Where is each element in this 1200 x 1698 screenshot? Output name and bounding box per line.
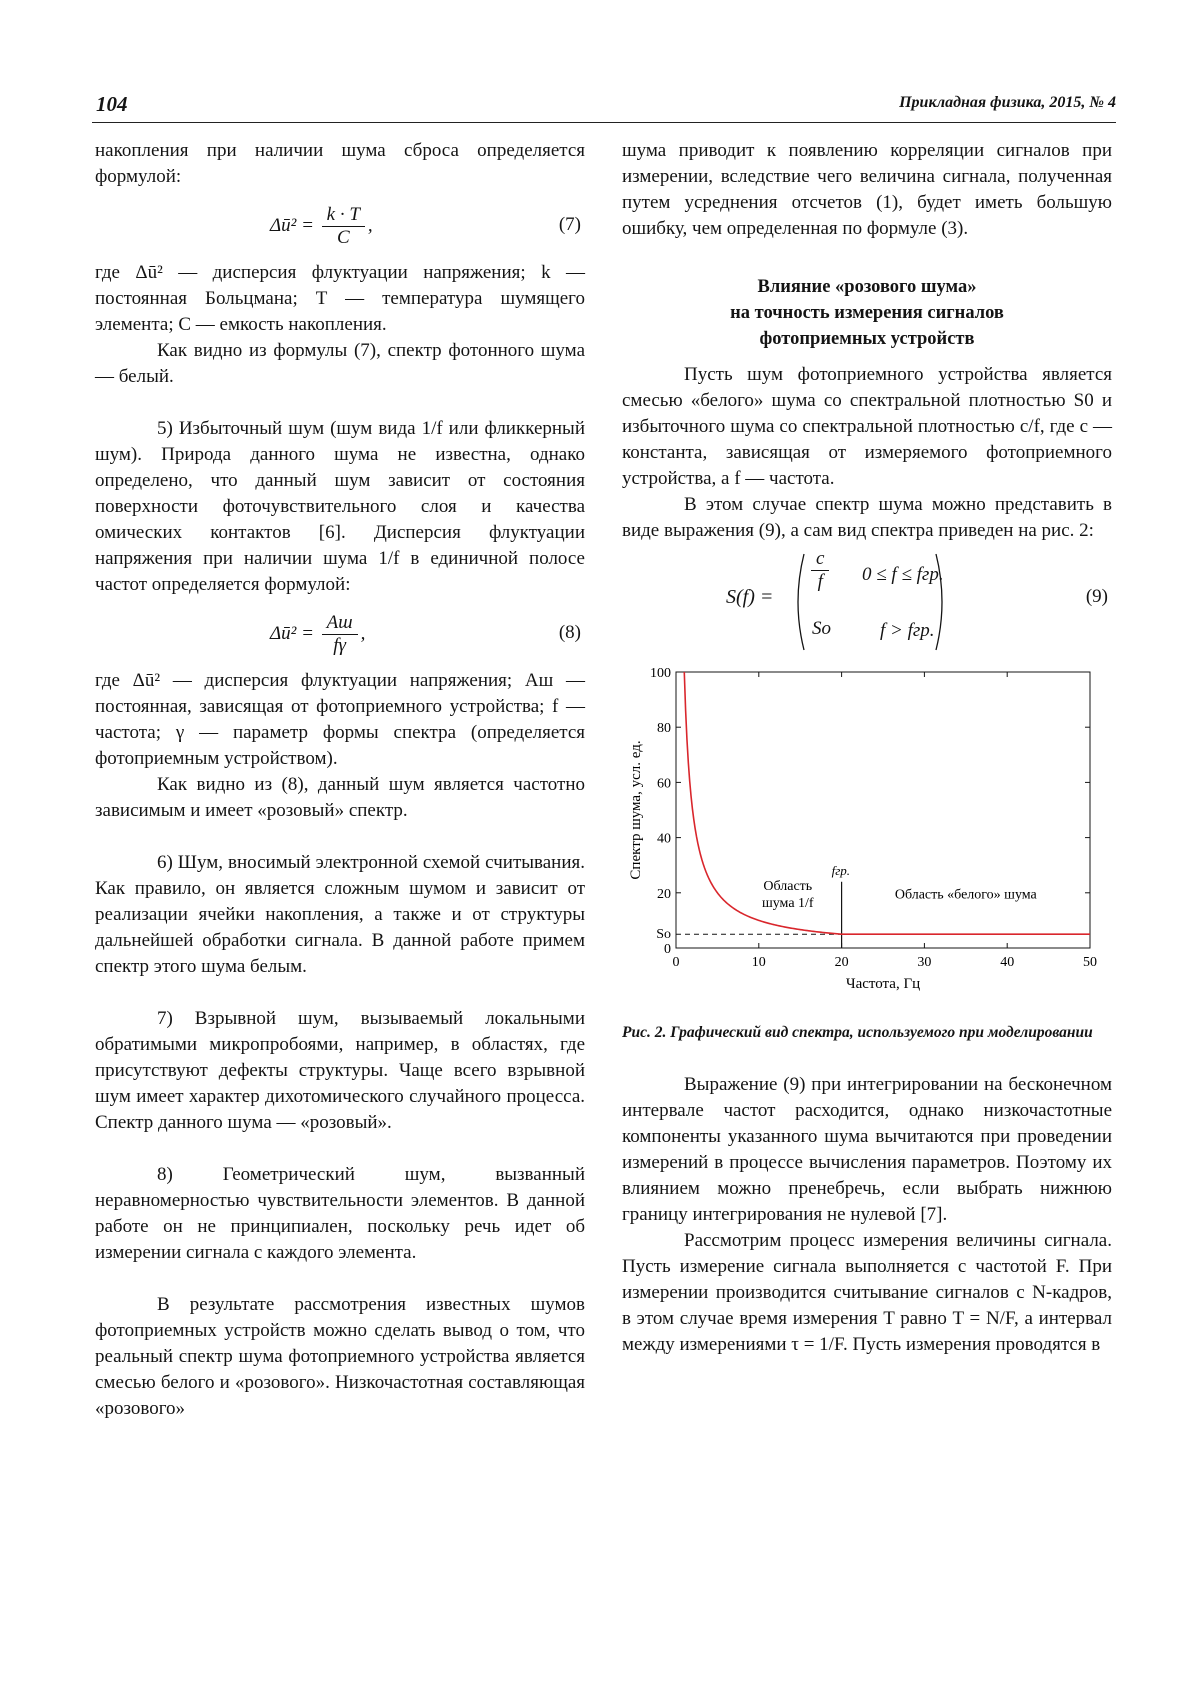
y-tick-label: 0	[664, 942, 671, 957]
left-column	[95, 138, 585, 1422]
formula-case1-condition: 0 ≤ f ≤ fгр.	[862, 564, 944, 585]
formula-trail: ,	[360, 622, 366, 644]
formula-number: (7)	[558, 214, 581, 235]
x-tick-label: 20	[834, 955, 849, 970]
paragraph: 8) Геометрический шум, вызванный неравномерностью чувствительности элементов. В данной работе он не принципиален, поскольку речь идет об измерении сигнала с каждого элемента.	[95, 1164, 585, 1263]
paragraph: 7) Взрывной шум, вызываемый локальными обратимыми микропробоями, например, в областях, где присутствуют дефекты структуры. Чаще всего взрывной шум имеет характер дихотомического случайного процесса. Спектр данного шума — «розовый».	[95, 1008, 585, 1133]
section-title-line: на точность измерения сигналов	[730, 303, 1004, 323]
paragraph: 6) Шум, вносимый электронной схемой считывания. Как правило, он является сложным шумом и зависит от реализации ячейки накопления, а также и от структуры дальнейшей обработки сигнала. В данной работе примем спектр этого шума белым.	[95, 852, 585, 977]
boundary-label: fгр.	[831, 863, 851, 878]
figure-caption: Рис. 2. Графический вид спектра, используемого при моделировании	[622, 1024, 1093, 1041]
formula-trail: ,	[367, 214, 373, 236]
formula-lhs: S(f) =	[726, 586, 774, 608]
annotation-pink-region-line2: шума 1/f	[761, 896, 814, 912]
y-tick-label: 20	[657, 886, 671, 902]
formula-lhs: Δū² =	[270, 214, 314, 236]
paragraph: где Δū² — дисперсия флуктуации напряжения; Aш — постоянная, зависящая от фотоприемного устройства; f — частота; γ — параметр формы спектра (определяется фотоприемным устройством).	[95, 670, 585, 769]
spectrum-chart	[622, 662, 1112, 1022]
paragraph: Рассмотрим процесс измерения величины сигнала. Пусть измерение сигнала выполняется с частотой F. При измерении производится считывание сигналов с N-кадров, в этом случае время измерения T равно T = N/F, а интервал между измерениями τ = 1/F. Пусть измерения проводятся в	[622, 1230, 1112, 1355]
fraction-denominator: fγ	[333, 635, 347, 656]
formula-number: (9)	[1085, 586, 1108, 607]
x-tick-label: 10	[751, 955, 766, 970]
formula-expression	[270, 204, 373, 249]
fraction	[322, 204, 365, 249]
formula-case2-value: So	[812, 618, 831, 639]
formula-case2-condition: f > fгр.	[880, 620, 935, 641]
right-column	[622, 138, 1112, 1358]
x-tick-label: 50	[1083, 955, 1097, 970]
paragraph: В результате рассмотрения известных шумов фотоприемных устройств можно сделать вывод о том, что реальный спектр шума фотоприемного устройства является смесью белого и «розового». Низкочастотная составляющая «розового»	[95, 1294, 585, 1419]
paragraph: 5) Избыточный шум (шум вида 1/f или фликкерный шум). Природа данного шума не известна, однако определено, что данный шум зависит от состояния поверхности фоточувствительного слоя и качества омических контактов [6]. Дисперсия флуктуации напряжения при наличии шума 1/f в единичной полосе частот определяется формулой:	[95, 418, 585, 595]
so-label: So	[656, 927, 671, 943]
paragraph: накопления при наличии шума сброса определяется формулой:	[95, 140, 585, 187]
x-axis-label: Частота, Гц	[845, 976, 921, 992]
fraction	[322, 612, 358, 657]
x-tick-label: 0	[672, 955, 680, 970]
page-number: 104	[96, 92, 128, 116]
figure-2	[622, 662, 1112, 1072]
formula-number: (8)	[558, 622, 581, 643]
x-tick-label: 40	[1000, 955, 1015, 970]
paragraph: Как видно из формулы (7), спектр фотонного шума — белый.	[95, 340, 585, 387]
annotation-pink-region: Область	[763, 879, 813, 895]
formula-lhs: Δū² =	[270, 622, 314, 644]
fraction-denominator: f	[817, 571, 823, 592]
fraction-denominator: C	[336, 227, 350, 248]
paragraph: Пусть шум фотоприемного устройства является смесью «белого» шума со спектральной плотностью S0 и избыточного шума со спектральной плотностью c/f, где с — константа, зависящая от измеряемого фотоприемного устройства, а f — частота.	[622, 364, 1112, 489]
fraction-numerator: c	[811, 548, 829, 571]
x-tick-label: 30	[917, 955, 932, 970]
y-tick-label: 100	[650, 666, 671, 681]
page-header	[92, 88, 1116, 123]
formula-9	[622, 546, 1112, 656]
paragraph: шума приводит к появлению корреляции сигналов при измерении, вследствие чего величина сигнала, полученная путем усреднения отсчетов (1), будет иметь большую ошибку, чем определенная по формуле (3).	[622, 140, 1112, 239]
section-title-line: фотоприемных устройств	[759, 329, 975, 349]
formula-case1	[808, 548, 832, 593]
annotation-white-region: Область «белого» шума	[894, 887, 1037, 903]
y-axis-label: Спектр шума, усл. ед.	[628, 740, 644, 880]
paragraph: В этом случае спектр шума можно представить в виде выражения (9), а сам вид спектра приведен на рис. 2:	[622, 494, 1112, 541]
section-title-line: Влияние «розового шума»	[757, 277, 977, 297]
paragraph: где Δū² — дисперсия флуктуации напряжения; k — постоянная Больцмана; T — температура шумящего элемента; C — емкость накопления.	[95, 262, 585, 335]
formula-expression	[270, 612, 365, 657]
plot-frame	[676, 672, 1090, 948]
fraction-numerator: Aш	[322, 612, 358, 635]
fraction-numerator: k · T	[322, 204, 365, 227]
journal-title: Прикладная физика, 2015, № 4	[899, 94, 1116, 111]
y-axis-ticks	[650, 666, 1090, 957]
paragraph: Выражение (9) при интегрировании на бесконечном интервале частот расходится, однако низкочастотные компоненты указанного шума вычитаются при проведении измерений в процессе вычисления параметров. Поэтому их влиянием можно пренебречь, если выбрать нижнюю границу интегрирования не нулевой [7].	[622, 1074, 1112, 1225]
fraction	[811, 548, 829, 593]
formula-8	[95, 602, 585, 664]
formula-7	[95, 194, 585, 256]
x-axis-ticks	[673, 672, 1098, 970]
paragraph: Как видно из (8), данный шум является частотно зависимым и имеет «розовый» спектр.	[95, 774, 585, 821]
y-tick-label: 60	[657, 776, 671, 792]
section-title	[622, 274, 1112, 352]
y-tick-label: 40	[657, 831, 671, 847]
y-tick-label: 80	[657, 721, 671, 737]
